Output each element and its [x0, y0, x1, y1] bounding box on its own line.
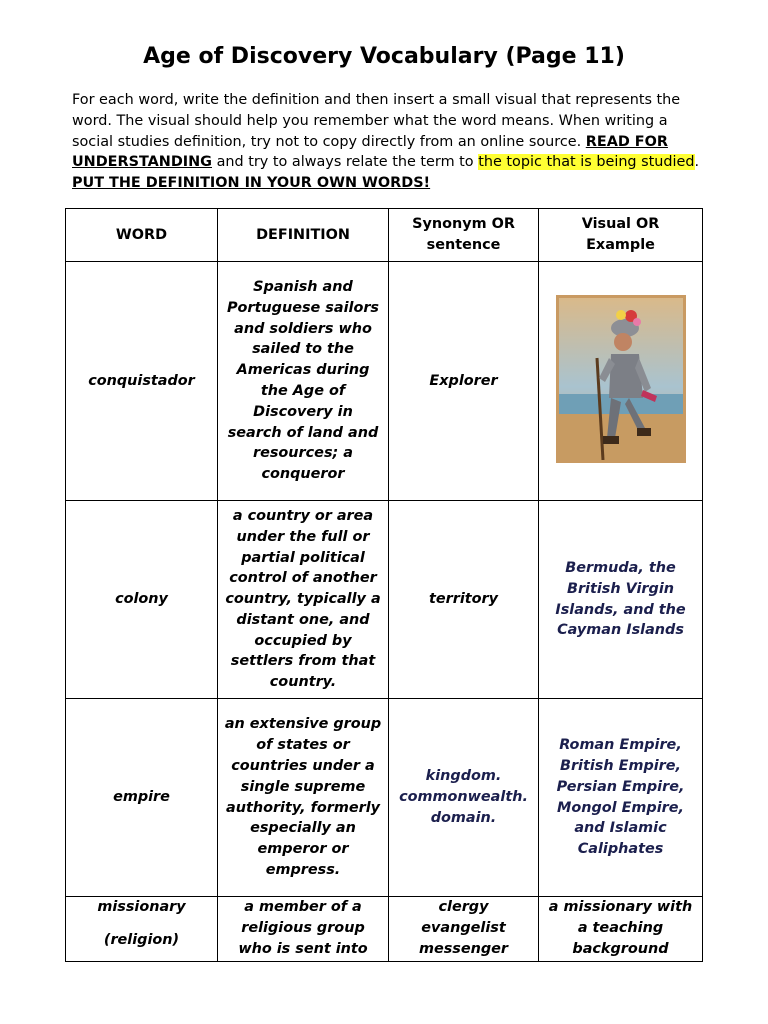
instructions-text-3: .	[694, 154, 700, 171]
synonym-cell: kingdom. commonwealth. domain.	[389, 699, 539, 897]
synonym-cell: clergy evangelist messenger	[389, 897, 539, 962]
table-row	[66, 262, 703, 501]
visual-cell: a missionary with a teaching background	[539, 897, 703, 962]
word-cell: empire	[66, 699, 218, 897]
conquistador-image	[559, 298, 683, 460]
word-cell	[66, 897, 218, 962]
header-visual: Visual OR Example	[539, 209, 703, 262]
table-row	[66, 897, 703, 962]
visual-cell: Bermuda, the British Virgin Islands, and the Cayman Islands	[539, 501, 703, 699]
highlighted-topic: the topic that is being studied	[478, 154, 695, 171]
word-cell: conquistador	[66, 262, 218, 501]
visual-cell	[539, 262, 703, 501]
conquistador-painting	[556, 295, 686, 463]
header-synonym: Synonym OR sentence	[389, 209, 539, 262]
own-words-instruction: PUT THE DEFINITION IN YOUR OWN WORDS!	[72, 175, 431, 192]
word-text: missionary	[97, 899, 186, 915]
word-note: (religion)	[103, 931, 180, 948]
instructions-text: For each word, write the definition and then insert a small visual that represents the word. The visual should help you remember what the word means. When writing a social studies definition, try not to copy directly from an online source.	[72, 92, 681, 150]
definition-cell: Spanish and Portuguese sailors and soldiers who sailed to the Americas during the Age of Discovery in search of land and resources; a conqueror	[218, 262, 389, 501]
vocabulary-table	[65, 208, 703, 962]
header-definition: DEFINITION	[218, 209, 389, 262]
definition-cell: an extensive group of states or countries under a single supreme authority, formerly especially an emperor or empress.	[218, 699, 389, 897]
visual-cell: Roman Empire, British Empire, Persian Empire, Mongol Empire, and Islamic Caliphates	[539, 699, 703, 897]
instructions-text-2: and try to always relate the term to	[212, 154, 479, 171]
table-row	[66, 699, 703, 897]
instructions	[72, 90, 702, 194]
page-title: Age of Discovery Vocabulary (Page 11)	[143, 44, 625, 69]
header-row	[66, 209, 703, 262]
word-cell: colony	[66, 501, 218, 699]
synonym-cell: territory	[389, 501, 539, 699]
read-for-understanding: READ FOR UNDERSTANDING	[72, 133, 668, 171]
definition-cell: a member of a religious group who is sent into	[218, 897, 389, 962]
header-word: WORD	[66, 209, 218, 262]
table-row	[66, 501, 703, 699]
synonym-cell: Explorer	[389, 262, 539, 501]
definition-cell: a country or area under the full or partial political control of another country, typically a distant one, and occupied by settlers from that country.	[218, 501, 389, 699]
